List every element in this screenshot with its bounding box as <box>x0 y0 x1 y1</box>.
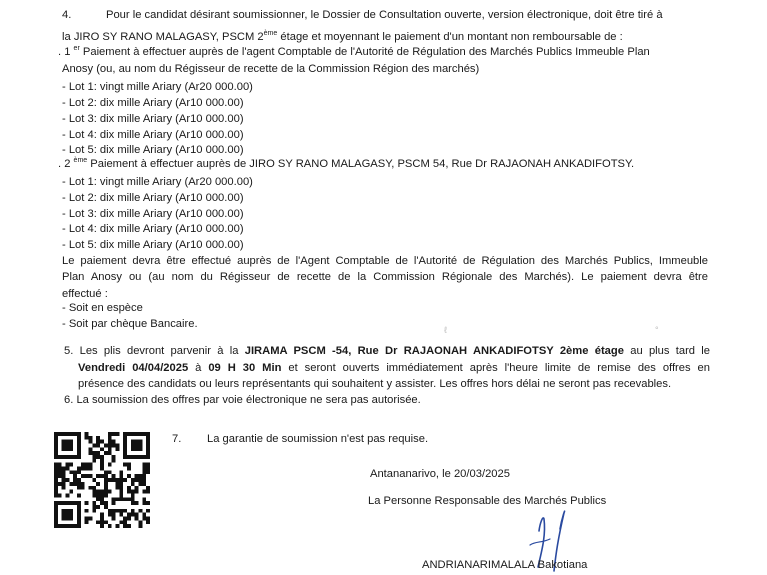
payment-place-line1: Le paiement devra être effectué auprès de l'Agent Comptable de l'Autorité de Régulation des Marchés Publics, Immeuble <box>62 255 708 267</box>
payment2-lot-3: - Lot 3: dix mille Ariary (Ar10 000.00) <box>62 208 244 220</box>
item5-line2 <box>78 361 710 376</box>
item5-line2b: à <box>188 362 209 374</box>
payment-method-cash: - Soit en espèce <box>62 302 143 314</box>
payment1-lot-1: - Lot 1: vingt mille Ariary (Ar20 000.00) <box>62 81 253 93</box>
payment1-prefix: . 1 <box>58 46 74 58</box>
item4-line2 <box>62 30 623 45</box>
payment2-prefix: . 2 <box>58 158 74 170</box>
item6-text: 6. La soumission des offres par voie électronique ne sera pas autorisée. <box>64 394 421 406</box>
item5-line1c: au plus tard le <box>623 345 710 357</box>
item4-line2a: la JIRO SY RANO MALAGASY, PSCM 2 <box>62 31 264 43</box>
item4-line2-sup: ème <box>263 30 278 37</box>
signatory-name: ANDRIANARIMALALA Bakotiana <box>422 559 588 571</box>
item5-deadline-date: Vendredi 04/04/2025 <box>78 362 189 374</box>
payment-place-line3: effectué : <box>62 288 108 300</box>
item7-number: 7. <box>172 433 182 445</box>
item4-line1: Pour le candidat désirant soumissionner, le Dossier de Consultation ouverte, version électronique, doit être tiré à <box>106 9 663 21</box>
place-date: Antananarivo, le 20/03/2025 <box>370 468 510 480</box>
payment2-lot-2: - Lot 2: dix mille Ariary (Ar10 000.00) <box>62 192 244 204</box>
item5-line3: présence des candidats ou leurs représentants qui souhaitent y assister. Les offres hors délai ne seront pas recevables. <box>78 378 672 390</box>
payment2-line1 <box>58 157 634 172</box>
item5-deadline-time: 09 H 30 Min <box>208 362 282 374</box>
payment1-lot-2: - Lot 2: dix mille Ariary (Ar10 000.00) <box>62 97 244 109</box>
payment2-text: Paiement à effectuer auprès de JIRO SY RANO MALAGASY, PSCM 54, Rue Dr RAJAONAH ANKADIFOTSY. <box>87 158 635 170</box>
payment1-text: Paiement à effectuer auprès de l'agent Comptable de l'Autorité de Régulation des Marchés Publics Immeuble Plan <box>79 46 650 58</box>
signatory-title: La Personne Responsable des Marchés Publics <box>368 495 607 507</box>
payment-method-cheque: - Soit par chèque Bancaire. <box>62 318 198 330</box>
payment2-sup: ème <box>73 157 88 164</box>
item7-text: La garantie de soumission n'est pas requise. <box>207 433 429 445</box>
item5-line1a: 5. Les plis devront parvenir à la <box>64 345 245 357</box>
payment1-lot-5: - Lot 5: dix mille Ariary (Ar10 000.00) <box>62 144 244 156</box>
payment2-lot-1: - Lot 1: vingt mille Ariary (Ar20 000.00) <box>62 176 253 188</box>
item4-number: 4. <box>62 9 72 21</box>
payment1-lot-4: - Lot 4: dix mille Ariary (Ar10 000.00) <box>62 129 244 141</box>
item5-line1 <box>64 344 710 359</box>
payment1-line2: Anosy (ou, au nom du Régisseur de recette de la Commission Région des marchés) <box>62 63 480 75</box>
payment1-sup: er <box>73 45 80 52</box>
scan-speck: ° <box>655 325 659 335</box>
payment-place-line2: Plan Anosy ou (au nom du Régisseur de recette de la Commission Régionale des Marchés). Le paiement devra être <box>62 271 708 283</box>
item5-line2d: et seront ouverts immédiatement après l'heure limite de remise des offres en <box>281 362 710 374</box>
payment1-lot-3: - Lot 3: dix mille Ariary (Ar10 000.00) <box>62 113 244 125</box>
item5-location: JIRAMA PSCM -54, Rue Dr RAJAONAH ANKADIFOTSY 2ème étage <box>244 345 624 357</box>
payment2-lot-5: - Lot 5: dix mille Ariary (Ar10 000.00) <box>62 239 244 251</box>
payment2-lot-4: - Lot 4: dix mille Ariary (Ar10 000.00) <box>62 223 244 235</box>
payment1-line1 <box>58 45 650 60</box>
scan-speck: ℓ <box>444 325 447 335</box>
item4-line2b: étage et moyennant le paiement d'un montant non remboursable de : <box>277 31 623 43</box>
qr-code-icon <box>54 432 150 528</box>
